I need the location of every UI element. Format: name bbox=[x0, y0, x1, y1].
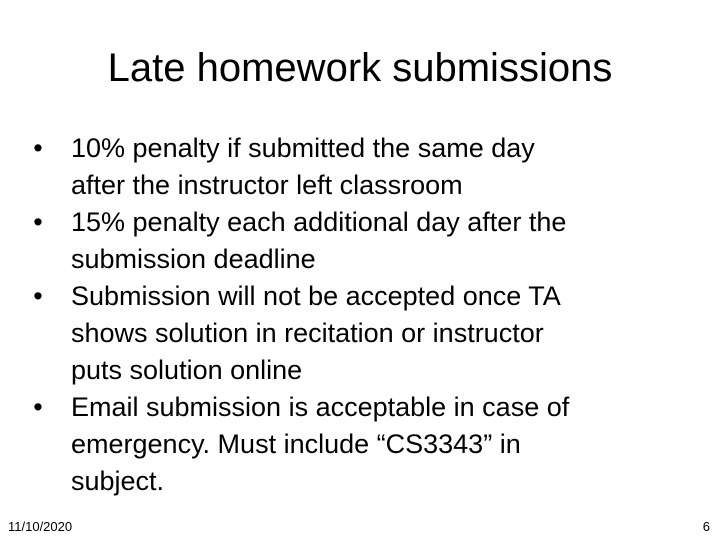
bullet-line: 15% penalty each additional day after the bbox=[71, 207, 567, 237]
slide-title: Late homework submissions bbox=[107, 46, 613, 90]
bullet-item bbox=[0, 204, 720, 278]
bullet-icon: • bbox=[33, 392, 43, 422]
bullet-line: submission deadline bbox=[71, 244, 316, 274]
bullet-item bbox=[0, 389, 720, 500]
bullet-item bbox=[0, 278, 720, 389]
bullet-line: 10% penalty if submitted the same day bbox=[71, 133, 535, 163]
bullet-line: emergency. Must include “CS3343” in bbox=[71, 429, 521, 459]
bullet-line: shows solution in recitation or instructor bbox=[71, 318, 544, 348]
bullet-icon: • bbox=[33, 281, 43, 311]
bullet-item bbox=[0, 130, 720, 204]
bullet-line: after the instructor left classroom bbox=[71, 170, 463, 200]
footer-date: 11/10/2020 bbox=[8, 519, 73, 534]
bullet-icon: • bbox=[33, 133, 43, 163]
bullet-icon: • bbox=[33, 207, 43, 237]
page-number: 6 bbox=[702, 519, 710, 534]
bullet-line: puts solution online bbox=[71, 355, 303, 385]
bullet-line: Email submission is acceptable in case of bbox=[71, 392, 570, 422]
bullet-line: Submission will not be accepted once TA bbox=[71, 281, 561, 311]
bullet-list bbox=[0, 130, 720, 500]
bullet-line: subject. bbox=[71, 466, 165, 496]
